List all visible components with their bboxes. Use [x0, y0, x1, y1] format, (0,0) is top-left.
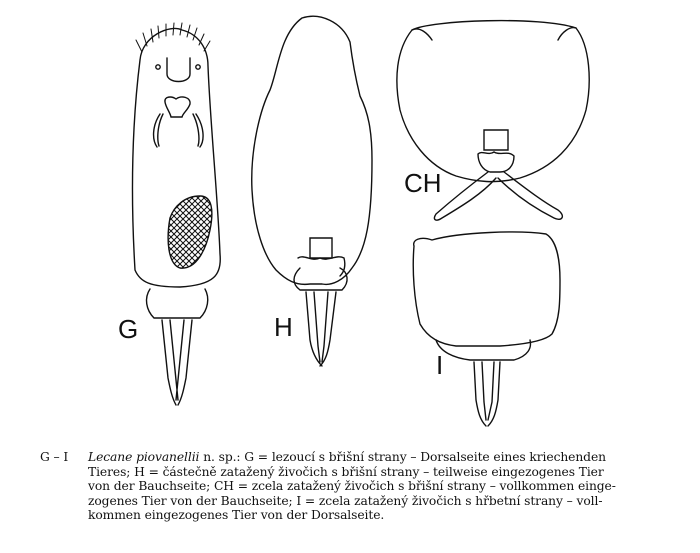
caption-species: Lecane piovanellii	[88, 450, 200, 464]
g-eye-left	[156, 65, 160, 69]
drawing-g	[133, 23, 221, 405]
i-toes	[474, 362, 500, 426]
label-g: G	[118, 314, 139, 344]
drawing-h	[252, 16, 372, 366]
caption-line-4: zogenes Tier von der Bauchseite; I = zcela zatažený živočich s hřbetní strany – voll-	[88, 493, 603, 508]
caption-line-2: Tieres; H = částečně zatažený živočich s břišní strany – teilweise eingezogenes Tier	[88, 464, 604, 479]
h-toes	[306, 292, 336, 366]
g-mastax	[165, 97, 190, 117]
h-body-outline	[252, 16, 372, 284]
i-lorica	[413, 232, 560, 346]
drawing-i	[413, 232, 560, 426]
g-cilia	[136, 23, 210, 52]
caption-key: G – I	[40, 450, 69, 464]
caption-line-1	[40, 450, 690, 465]
g-foot	[147, 289, 208, 318]
ch-head-plate	[484, 130, 508, 150]
ch-anterior-rim	[412, 28, 576, 40]
g-eye-right	[196, 65, 200, 69]
i-foot	[436, 340, 530, 360]
g-trophi-right	[193, 114, 203, 147]
h-neck	[294, 268, 347, 290]
h-head-rim	[298, 257, 345, 276]
figure-caption	[40, 450, 690, 523]
ch-lorica	[397, 21, 589, 182]
ch-toe-left	[434, 172, 496, 220]
ch-mastax	[478, 152, 514, 172]
caption-line1-text: n. sp.: G = lezoucí s břišní strany – Dorsalseite eines kriechenden	[199, 450, 606, 464]
g-mouth	[167, 58, 190, 82]
g-toes	[162, 320, 192, 405]
label-h: H	[274, 312, 293, 342]
caption-line-3: von der Bauchseite; CH = zcela zatažený živočich s břišní strany – vollkommen einge-	[88, 479, 616, 494]
label-ch: CH	[404, 168, 442, 198]
g-hatched-organ	[168, 196, 212, 268]
ch-toe-right	[498, 172, 562, 219]
g-trophi-left	[154, 114, 163, 147]
label-i: I	[436, 350, 444, 380]
h-head-plate	[310, 238, 332, 258]
caption-line-5: kommen eingezogenes Tier von der Dorsalseite.	[88, 508, 385, 523]
